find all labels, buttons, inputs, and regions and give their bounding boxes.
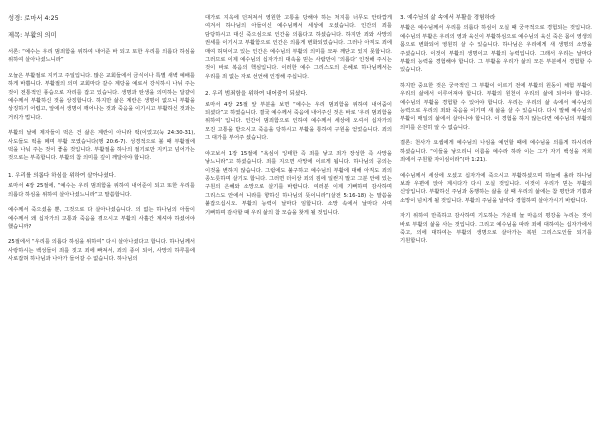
section-1-paragraph: 25절에서 “우리를 의롭다 하심을 위하여” 다시 살아나셨다고 합니다. 하나님께서 사랑하시는 백성들이 죄를 짓고 죄에 빠져서, 죄의 종이 되어, 사망의 하루를에 사로잡혀 하나님과 나아가 들어갈 수 없습니다. 하나님의 bbox=[8, 239, 195, 263]
conclusion-paragraph: 자기 위하여 만족하고 감사하며 기도하는 가운데 늘 마음의 평강을 누리는 것이 바로 부활의 삶을 사는 것입니다. 그리고 예수님을 따라 죄에 대하여는 십자가에서 죽고, 의에 대하여는 부활의 생명으로 살아가는 복된 그리스도인들 되기를 기원합니다. bbox=[400, 213, 592, 245]
section-3-paragraph: 하지만 중요한 것은 궁극적인 그 부활이 이르기 전에 부활의 원동이 체험 부활이 우리의 삶에서 이루어져야 합니다. 부활의 원천이 우리의 삶에 되어야 합니다. 예수님의 부활을 경험할 수 있어야 합니다. 우리는 우리의 삶 속에서 예수님의 능력으로 우리의 죄와 죽음을 이기며 새 삶을 살 수 있습니다. 다시 말해 예수님의 부활이 매일의 삶에서 살아나야 합니다. 이 경험을 하지 않는다면 예수님의 부활의 의미를 온전히 알 수 없습니다. bbox=[400, 82, 592, 131]
section-2-paragraph: 야고보서 1장 15절에 “욕심이 잉태한 즉 죄를 낳고 죄가 장성한 즉 사망을 낳느니라”고 하셨습니다. 죄를 지으면 사망에 이르게 됩니다. 하나님의 공의는 이것을 변하지 않습니다. 그럼에도 불구하고 예수님의 부활에 대해 아직도 죄의 종노릇하며 살기도 합니다. 그러면 더이상 죄의 짐에 일컫지 말고 그분 안에 있는 구원의 은혜와 소망으로 살기를 바랍니다. 여러분 이제 기뻐하며 감사하며 그리스도 안에서 니라를 향하신 하나님의 뜻이니라”(살전 5:16-18) 는 말씀을 붙잡으십시오. 부활의 능력이 날마다 임합니다. 소망 속에서 날마다 사며 기뻐하며 감사할 때 우리 삶의 참 모습을 찾게 될 것입니다. bbox=[205, 150, 392, 216]
column-1 bbox=[8, 14, 195, 271]
section-1-paragraph: 로마서 4장 25절에, “예수는 우리 범죄함을 위하여 내어준이 되고 또한 우리를 의롭다 하심을 위하여 살아나셨느니라”고 말씀합니다. bbox=[8, 183, 195, 198]
column-2 bbox=[205, 14, 392, 224]
section-2-paragraph: 로마서 4장 25절 앞 부분을 보면 “예수는 우리 범죄함을 위하여 내어줌이 되셨다”고 하였습니다. 결국 예수께서 죽음에 내어주신 것은 바로 ‘우리 범죄함을 위하여’ 입니다. 인간이 범죄함으로 인하여 예수께서 세상에 오셔서 십자가의 모진 고통을 받으시고 죽음을 당하시고 부활을 통하여 구원을 얻었습니다. 죄의 그 대가를 부어주 셨습니다. bbox=[205, 101, 392, 142]
section-3-heading: 3. 예수님의 삶 속에서 부활을 경험하라 bbox=[400, 15, 496, 21]
conclusion-paragraph: 예수님께서 세상에 오셨고 십자가에 죽으시고 부활하셨으며 하늘에 올라 하나님 보좌 우편에 앉아 계시다가 다시 오실 것입니다. 이것이 우리가 믿는 부활의 신앙입니다. 부활하신 주님과 동행하는 삶을 살 때 우리의 삶에는 참 평안과 기쁨과 소망이 넘치게 될 것입니다. 부활의 주님을 날마다 경험하며 살아가시기 바랍니다. bbox=[400, 172, 592, 204]
intro-paragraph: 부활의 날에 제자들이 떡은 건 삶은 계란이 아니라 떡(이었고(눅 24:30-31), 사도들도 떡을 떼며 부활 모였습니다(행 20:6-7). 성경적으로 볼 때 부활절에 떡을 나눠 주는 것이 좋을 것입니다. 부활절을 하나의 절기로만 지키고 넘어가는 것으로는 부족합니다. 부활의 참 의미를 깊이 깨달아야 합니다. bbox=[8, 130, 195, 162]
column-3 bbox=[400, 14, 592, 253]
section-3-paragraph: 부활은 예수님께서 우리를 의롭다 하심이 오실 때 궁극적으로 경험되는 것입니다. 예수님의 부활은 우리의 영과 육신이 부활하심으로 예수님의 육신 죽은 몸이 영생의 몸으로 변화되어 영원히 살 수 있습니다. 하나님은 우리에게 새 생명의 소망을 주셨습니다. 이것이 부활의 생명이고 부활의 능력입니다. 그래서 우리는 날마다 부활의 능력을 경험해야 합니다. 그 부활을 우리가 삶의 모든 부분에서 경험할 수 있습니다. bbox=[400, 25, 592, 74]
intro-paragraph: 서론: “예수는 우리 범죄함을 위하여 내어준 바 되고 또한 우리를 의롭다 하심을 위하여 살아나셨느니라” bbox=[8, 49, 195, 64]
scripture-reference: 성경: 로마서 4:25 bbox=[8, 15, 59, 22]
section-2-heading: 2. 우리 범죄함을 위하여 내어줌이 되셨다. bbox=[205, 91, 308, 98]
conclusion-paragraph: 결론: 천사가 요셉에게 예수님의 나심을 예언할 때에 예수님을 의롭게 하시리라 하셨습니다. “이들을 낳으리니 이름을 예수라 하라 이는 그가 자기 백성을 저희 죄에서 구원할 자이심이라”(마 1:21). bbox=[400, 140, 592, 164]
section-1-continued-paragraph: 대가로 지옥에 던져져서 영원한 고통을 당해야 하는 처지를 너무도 안타깝게 여겨서 하나님의 아들이신 예수님께서 세상에 오셨습니다. 인간의 죄를 담당하시고 대신 죽으심으로 인간을 의롭다고 하셨습니다. 하지만 죄와 사망의 권세를 이기시고 부활함으로 인간은 의롭게 변화되었습니다. 그러나 아직도 죄에 매여 허덕이고 있는 인간은 예수님의 부활의 의미를 모두 깨닫고 있지 못합니다. 그러므로 이제 예수님의 십자가의 대속을 믿는 사람만이 ‘의롭다’ 인정해 주시는 것이 바로 복음의 핵심입니다. 이러한 예수 그리스도의 은혜로 하나님께서는 우리를 죄 없는 자로 선언해 인정해 주십니다. bbox=[205, 15, 392, 80]
section-1-heading: 1. 우리를 의롭다 하심을 위하여 살아나셨다. bbox=[8, 172, 116, 179]
sermon-title: 제목: 부활의 의미 bbox=[8, 32, 57, 39]
intro-paragraph: 오늘은 부활절로 지키고 주일입니다. 많은 교회들에서 금식이나 특별 새벽 예배를 하게 바쁩니다. 부활절의 의미 교회마다 갈수 계당을 예로서 강식하시 나뉘 주는 것이 전통적인 풍습으로 자리를 잡고 있습니다. 생명과 탄생을 의미하는 달걀이 예수께서 부활하신 것을 상징합니다. 하지만 삶은 계란은 생명이 없으니 부활을 상징하기 어렵고, 앞에서 생명이 깨어나는 것과 죽음을 이기시고 부활하신 것과는 거리가 멉니다. bbox=[8, 72, 195, 121]
section-1-paragraph: 예수께서 죽으셨을 뿐, 그것으로 다 살아나셨습니다. 의 없는 하나님의 아들이 예수께서 왜 십자가의 고통과 죽음을 겪으시고 부활의 사흘간 계셔야 하셨어야 했습니까? bbox=[8, 207, 195, 230]
